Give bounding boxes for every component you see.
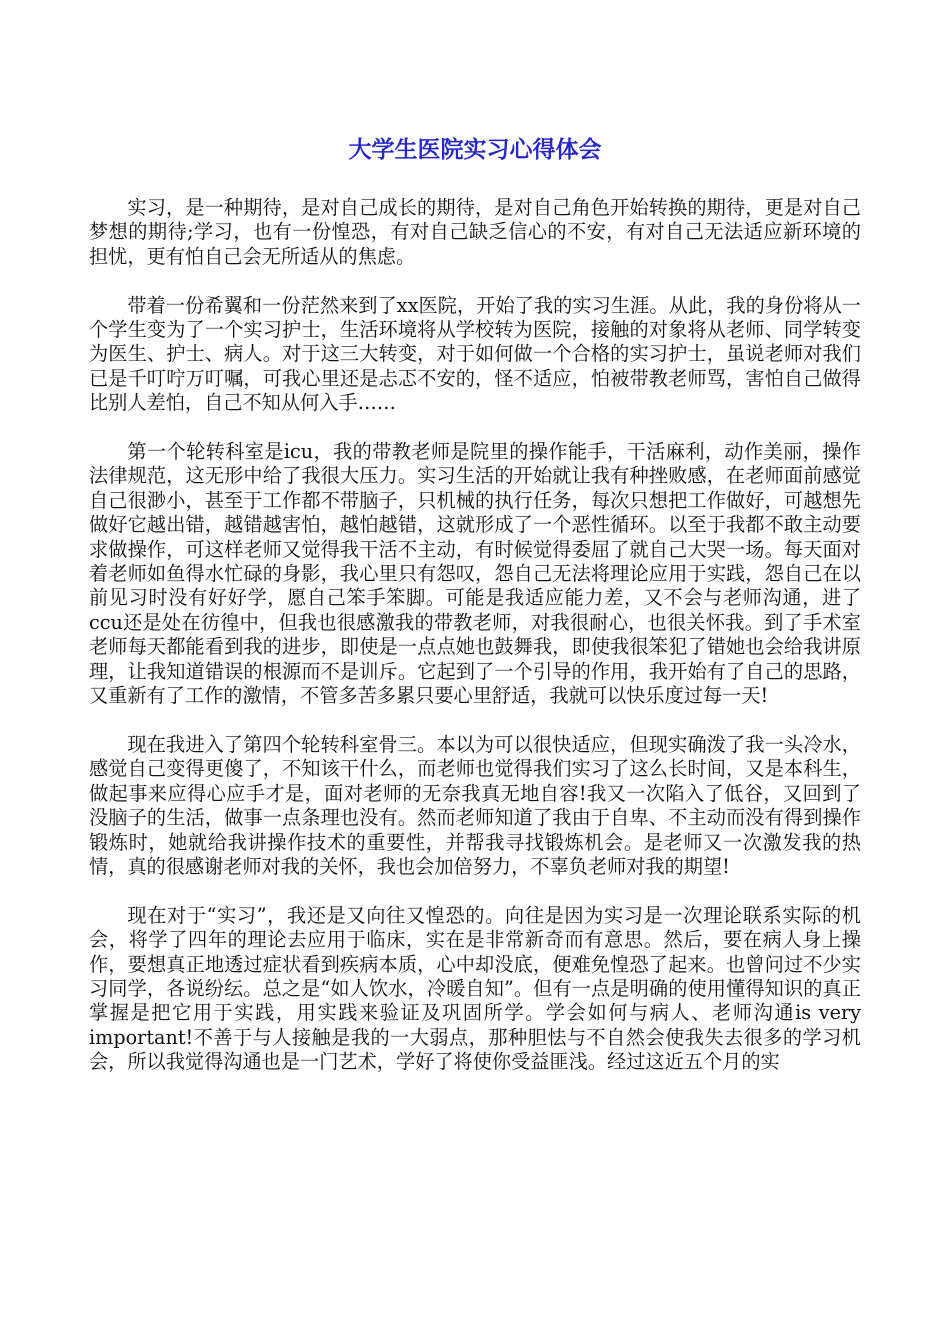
paragraph-2: 带着一份希翼和一份茫然来到了xx医院，开始了我的实习生涯。从此，我的身份将从一个学生变为了一个实习护士，生活环境将从学校转为医院，接触的对象将从老师、同学转变为医生、护士、病人。对于这三大转变，对于如何做一个合格的实习护士，虽说老师对我们已是千叮咛万叮嘱，可我心里还是忐忑不安的，怪不适应，怕被带教老师骂，害怕自己做得比别人差怕，自己不知从何入手…… [89, 293, 861, 415]
paragraph-3: 第一个轮转科室是icu，我的带教老师是院里的操作能手，干活麻利，动作美丽，操作法律规范，这无形中给了我很大压力。实习生活的开始就让我有种挫败感，在老师面前感觉自己很渺小，甚至于工作都不带脑子，只机械的执行任务，每次只想把工作做好，可越想先做好它越出错，越错越害怕，越怕越错，这就形成了一个恶性循环。以至于我都不敢主动要求做操作，可这样老师又觉得我干活不主动，有时候觉得委屈了就自己大哭一场。每天面对着老师如鱼得水忙碌的身影，我心里只有怨叹，怨自己无法将理论应用于实践，怨自己在以前见习时没有好好学，愿自己笨手笨脚。可能是我适应能力差，又不会与老师沟通，进了ccu还是处在彷徨中，但我也很感激我的带教老师，对我很耐心，也很关怀我。到了手术室老师每天都能看到我的进步，即使是一点点她也鼓舞我，即使我很笨犯了错她也会给我讲原理，让我知道错误的根源而不是训斥。它起到了一个引导的作用，我开始有了自己的思路，又重新有了工作的激情，不管多苦多累只要心里舒适，我就可以快乐度过每一天! [89, 440, 861, 708]
document-body [89, 196, 861, 1075]
paragraph-1: 实习，是一种期待，是对自己成长的期待，是对自己角色开始转换的期待，更是对自己梦想的期待;学习，也有一份惶恐，有对自己缺乏信心的不安，有对自己无法适应新环境的担忧，更有怕自己会无所适从的焦虑。 [89, 196, 861, 268]
document-title: 大学生医院实习心得体会 [348, 137, 602, 163]
paragraph-4: 现在我进入了第四个轮转科室骨三。本以为可以很快适应，但现实确泼了我一头冷水，感觉自己变得更傻了，不知该干什么，而老师也觉得我们实习了这么长时间，又是本科生，做起事来应得心应手才是，面对老师的无奈我真无地自容!我又一次陷入了低谷，又回到了没脑子的生活，做事一点条理也没有。然而老师知道了我由于自卑、不主动而没有得到操作锻炼时，她就给我讲操作技术的重要性，并帮我寻找锻炼机会。是老师又一次激发我的热情，真的很感谢老师对我的关怀，我也会加倍努力，不辜负老师对我的期望! [89, 732, 861, 878]
paragraph-5: 现在对于“实习”，我还是又向往又惶恐的。向往是因为实习是一次理论联系实际的机会，将学了四年的理论去应用于临床，实在是非常新奇而有意思。然后，要在病人身上操作，要想真正地透过症状看到疾病本质，心中却没底，便难免惶恐了起来。也曾问过不少实习同学，各说纷纭。总之是“如人饮水，冷暖自知”。但有一点是明确的使用懂得知识的真正掌握是把它用于实践，用实践来验证及巩固所学。学会如何与病人、老师沟通is very important!不善于与人接触是我的一大弱点，那种胆怯与不自然会使我失去很多的学习机会，所以我觉得沟通也是一门艺术，学好了将使你受益匪浅。经过这近五个月的实 [89, 903, 861, 1074]
